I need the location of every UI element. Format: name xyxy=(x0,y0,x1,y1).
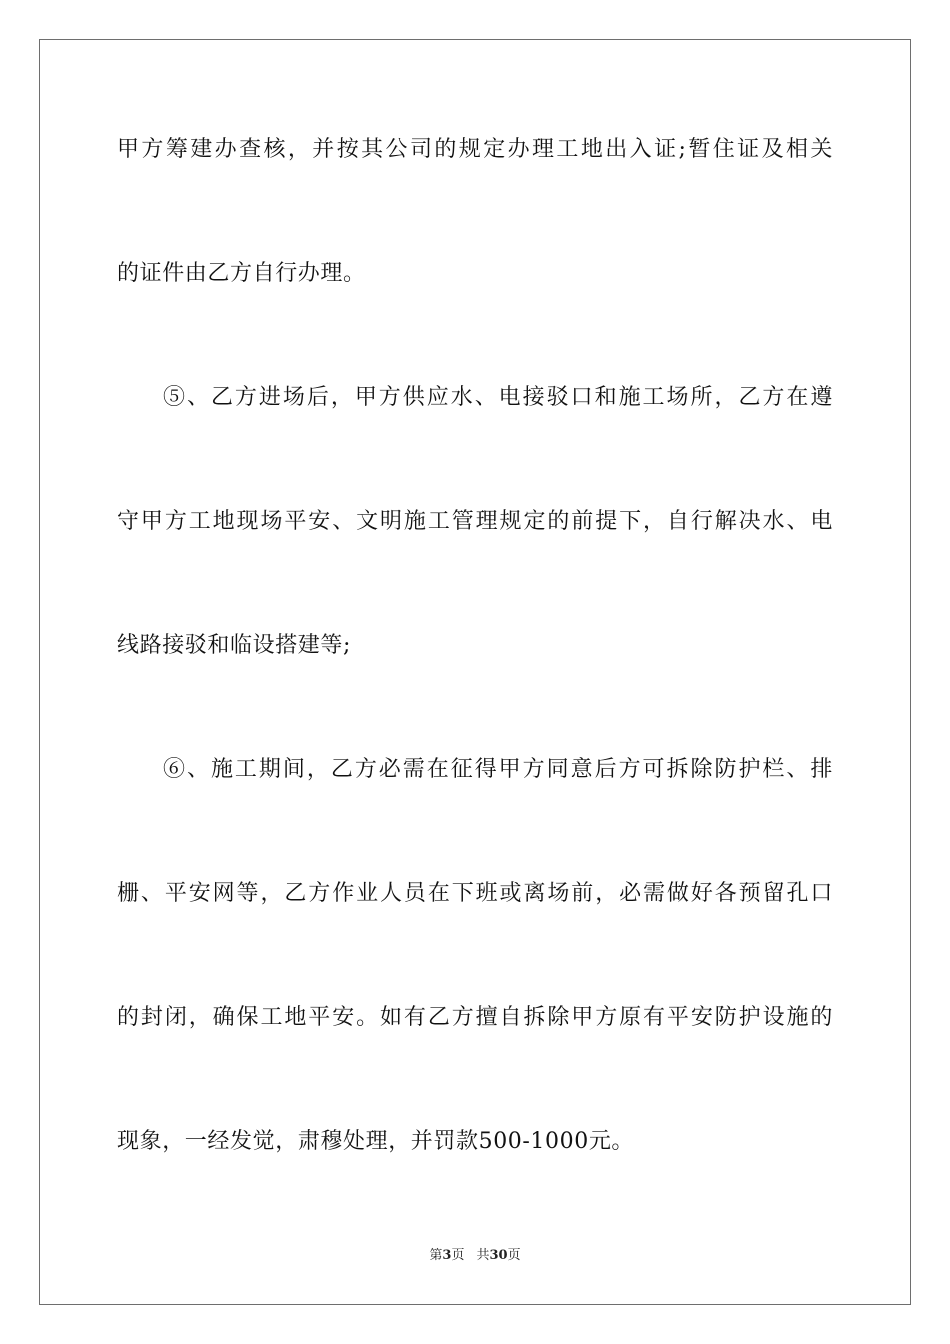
paragraph-5-line-2: 守甲方工地现场平安、文明施工管理规定的前提下，自行解决水、电 xyxy=(117,509,833,534)
paragraph-6-line-2: 栅、平安网等，乙方作业人员在下班或离场前，必需做好各预留孔口 xyxy=(117,881,833,906)
footer-total-prefix: 共 xyxy=(476,1248,490,1263)
body-line-1: 甲方筹建办查核，并按其公司的规定办理工地出入证;暂住证及相关 xyxy=(117,137,833,162)
footer-total-pages: 30 xyxy=(489,1248,508,1263)
page-footer xyxy=(0,1247,950,1265)
paragraph-6-line-4: 现象，一经发觉，肃穆处理，并罚款500-1000元。 xyxy=(117,1129,635,1154)
paragraph-6-line-3: 的封闭，确保工地平安。如有乙方擅自拆除甲方原有平安防护设施的 xyxy=(117,1005,833,1030)
paragraph-5-line-1: ⑤、乙方进场后，甲方供应水、电接驳口和施工场所，乙方在遵 xyxy=(163,385,833,410)
footer-total-suffix: 页 xyxy=(507,1248,521,1263)
page-border xyxy=(39,39,911,1305)
footer-page-prefix: 第 xyxy=(429,1248,443,1263)
footer-page-suffix: 页 xyxy=(451,1248,465,1263)
body-line-2: 的证件由乙方自行办理。 xyxy=(117,261,366,286)
paragraph-6-line-1: ⑥、施工期间，乙方必需在征得甲方同意后方可拆除防护栏、排 xyxy=(163,757,833,782)
paragraph-5-line-3: 线路接驳和临设搭建等; xyxy=(117,633,352,658)
footer-page-number: 3 xyxy=(442,1248,452,1263)
